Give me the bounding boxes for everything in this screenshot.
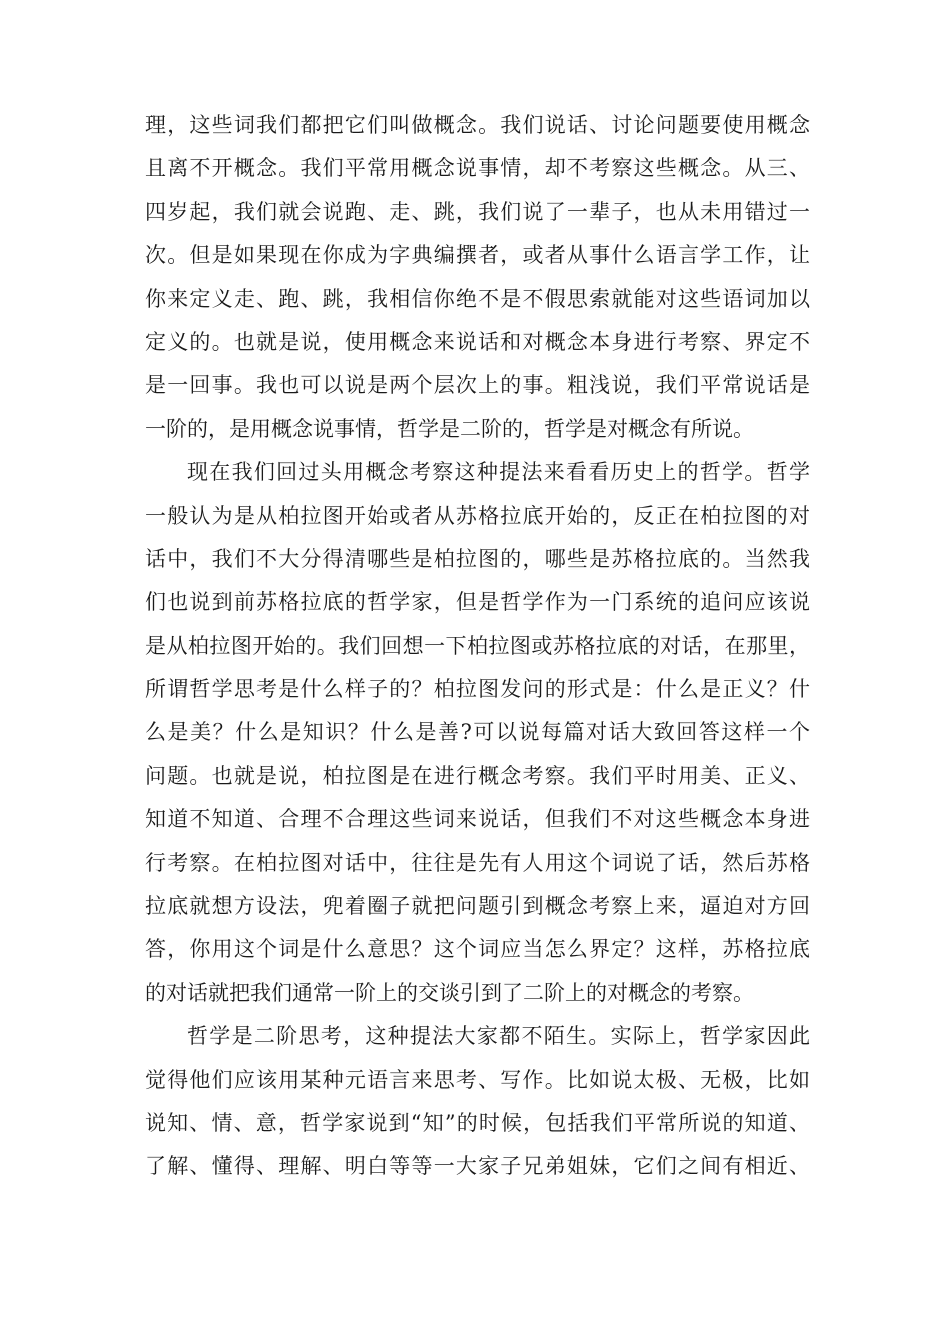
text-line: 们也说到前苏格拉底的哲学家，但是哲学作为一门系统的追问应该说 (145, 590, 810, 615)
text-line: 是从柏拉图开始的。我们回想一下柏拉图或苏格拉底的对话，在那里， (145, 633, 810, 658)
text-line: 觉得他们应该用某种元语言来思考、写作。比如说太极、无极，比如 (145, 1067, 810, 1092)
text-line: 所谓哲学思考是什么样子的？柏拉图发问的形式是：什么是正义？什 (145, 677, 810, 702)
paragraph (145, 1015, 810, 1189)
text-line: 的对话就把我们通常一阶上的交谈引到了二阶上的对概念的考察。 (145, 980, 754, 1005)
body-text (145, 104, 810, 1189)
text-line: 现在我们回过头用概念考察这种提法来看看历史上的哲学。哲学 (187, 460, 810, 485)
text-line: 哲学是二阶思考，这种提法大家都不陌生。实际上，哲学家因此 (187, 1024, 810, 1049)
text-line: 一阶的，是用概念说事情，哲学是二阶的，哲学是对概念有所说。 (145, 416, 754, 441)
text-line: 且离不开概念。我们平常用概念说事情，却不考察这些概念。从三、 (145, 156, 810, 181)
text-line: 是一回事。我也可以说是两个层次上的事。粗浅说，我们平常说话是 (145, 373, 810, 398)
text-line: 说知、情、意，哲学家说到“知”的时候，包括我们平常所说的知道、 (145, 1110, 810, 1135)
text-line: 理，这些词我们都把它们叫做概念。我们说话、讨论问题要使用概念 (145, 113, 810, 137)
text-line: 拉底就想方设法，兜着圈子就把问题引到概念考察上来，逼迫对方回 (145, 894, 810, 919)
text-line: 么是美？什么是知识？什么是善?可以说每篇对话大致回答这样一个 (145, 720, 810, 745)
text-line: 知道不知道、合理不合理这些词来说话，但我们不对这些概念本身进 (145, 807, 810, 832)
text-line: 答，你用这个词是什么意思？这个词应当怎么界定？这样，苏格拉底 (145, 937, 810, 962)
text-line: 次。但是如果现在你成为字典编撰者，或者从事什么语言学工作，让 (145, 243, 810, 268)
paragraph (145, 451, 810, 1015)
text-line: 你来定义走、跑、跳，我相信你绝不是不假思索就能对这些语词加以 (145, 286, 810, 311)
text-line: 行考察。在柏拉图对话中，往往是先有人用这个词说了话，然后苏格 (145, 850, 810, 875)
text-line: 话中，我们不大分得清哪些是柏拉图的，哪些是苏格拉底的。当然我 (145, 546, 810, 571)
paragraph (145, 104, 810, 451)
text-line: 了解、懂得、理解、明白等等一大家子兄弟姐妹，它们之间有相近、 (145, 1154, 810, 1179)
text-line: 问题。也就是说，柏拉图是在进行概念考察。我们平时用美、正义、 (145, 763, 810, 788)
text-line: 一般认为是从柏拉图开始或者从苏格拉底开始的，反正在柏拉图的对 (145, 503, 810, 528)
text-line: 定义的。也就是说，使用概念来说话和对概念本身进行考察、界定不 (145, 329, 810, 354)
text-line: 四岁起，我们就会说跑、走、跳，我们说了一辈子，也从未用错过一 (145, 199, 810, 224)
